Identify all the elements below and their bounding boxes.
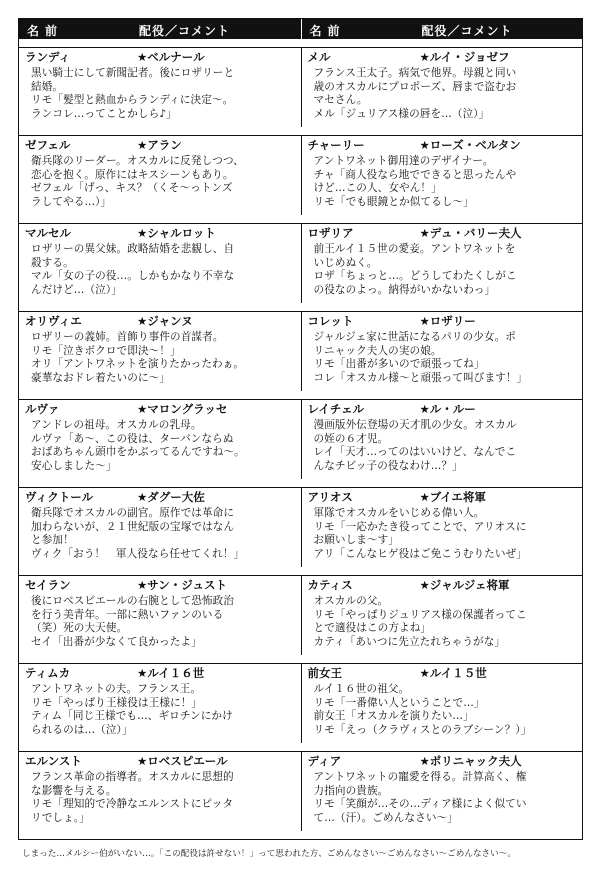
cast-entry-header bbox=[25, 754, 295, 769]
character-name: レイチェル bbox=[307, 402, 365, 416]
cast-entry-left bbox=[19, 751, 301, 831]
character-name: カティス bbox=[307, 578, 353, 592]
character-name: ヴィクトール bbox=[25, 490, 94, 504]
cast-entry-header bbox=[308, 666, 577, 681]
comment-text: 黒い騎士にして新聞記者。後にロザリーと 結婚。 リモ「髪型と熱血からランディに決定〜。 ランコレ…ってことかしら♪」 bbox=[31, 67, 235, 120]
cast-entry-right bbox=[301, 135, 583, 215]
footer-note: しまった…メルシー伯がいない…。「この配役は許せない！」って思われた方、ごめんなさい〜ごめんなさい〜ごめんなさい〜。 bbox=[22, 849, 516, 859]
cast-entry-header bbox=[25, 402, 295, 417]
cast-entry-header bbox=[308, 578, 577, 593]
cast-entry-left bbox=[19, 663, 301, 743]
character-name: オリヴィエ bbox=[25, 314, 82, 328]
assigned-role: ★ル・ルー bbox=[419, 402, 476, 416]
header-name-label: 名前 bbox=[309, 24, 346, 38]
assigned-role: ★シャルロット bbox=[137, 226, 216, 240]
table-header-left bbox=[19, 19, 301, 39]
comment-text: アンドレの祖母。オスカルの乳母。 ルヴァ「あ〜、この役は、ターバンならぬ おばあちゃん頭巾をかぶってるんですね〜。 安心しました〜」 bbox=[31, 419, 245, 472]
assigned-role: ★マロングラッセ bbox=[137, 402, 228, 416]
character-name: コレット bbox=[307, 314, 354, 328]
comment-text: 後にロベスピエールの右腕として恐怖政治 を行う美青年。一部に熱いファンのいる （笑）死の大天使。 セイ「出番が少なくて良かったよ」 bbox=[31, 595, 234, 648]
comment-text: 軍隊でオスカルをいじめる偉い人。 リモ「一応かたき役ってことで、アリオスに お願いしま〜す」 アリ「こんなヒゲ役はご免こうむりたいぜ」 bbox=[313, 507, 527, 560]
assigned-role: ★ロザリー bbox=[419, 314, 476, 328]
cast-entry-right bbox=[301, 487, 583, 567]
character-name: エルンスト bbox=[25, 754, 82, 768]
character-name: アリオス bbox=[307, 490, 353, 504]
cast-entry-right bbox=[301, 663, 583, 743]
character-name: ティムカ bbox=[25, 666, 71, 680]
cast-entry-right bbox=[301, 399, 583, 479]
cast-entry-header bbox=[308, 402, 577, 417]
comment-text: ルイ１６世の祖父。 リモ「一番偉い人ということで…」 前女王「オスカルを演りたい…」 リモ「えっ（クラヴィスとのラブシーン？）」 bbox=[313, 683, 532, 736]
character-name: ディア bbox=[307, 754, 342, 768]
cast-entry-header bbox=[308, 138, 577, 153]
table-header-right bbox=[301, 19, 583, 39]
cast-entry-header bbox=[308, 490, 577, 505]
assigned-role: ★ダグー大佐 bbox=[137, 490, 205, 504]
cast-entry-left bbox=[19, 223, 301, 303]
cast-entry-left bbox=[19, 399, 301, 479]
cast-entry-header bbox=[308, 226, 577, 241]
comment-text: アントワネットの夫。フランス王。 リモ「やっぱり王様役は王様に！」 ティム「同じ王様でも…、ギロチンにかけ られるのは…（泣）」 bbox=[31, 683, 233, 736]
header-name-label: 名前 bbox=[27, 24, 64, 38]
assigned-role: ★ルイ・ジョゼフ bbox=[419, 50, 510, 64]
cast-entry-header bbox=[308, 50, 577, 65]
comment-text: アントワネットの寵愛を得る。計算高く、権 力指向の貴族。 リモ「笑顔が…その…ディア様によく似てい て…（汗）。ごめんなさい〜」 bbox=[313, 771, 527, 824]
cast-entry-header bbox=[25, 666, 295, 681]
character-name: ゼフェル bbox=[25, 138, 71, 152]
cast-entry-left bbox=[19, 575, 301, 655]
cast-entry-header bbox=[25, 50, 295, 65]
comment-text: 衛兵隊のリーダー。オスカルに反発しつつ、 恋心を抱く。原作にはキスシーンもあり。 ゼフェル「げっ、キス？（くそ〜っトンズ ラしてやる…）」 bbox=[31, 155, 244, 208]
comment-text: ロザリーの異父妹。政略結婚を悲観し、自 殺する。 マル「女の子の役…。しかもかなり不幸な んだけど…（泣）」 bbox=[31, 243, 235, 296]
cast-entry-left bbox=[19, 311, 301, 391]
assigned-role: ★ルイ１５世 bbox=[419, 666, 487, 680]
cast-entry-header bbox=[25, 578, 295, 593]
assigned-role: ★ルイ１６世 bbox=[137, 666, 205, 680]
cast-entry-header bbox=[25, 314, 295, 329]
assigned-role: ★アラン bbox=[137, 138, 182, 152]
comment-text: ロザリーの義姉。首飾り事件の首謀者。 リモ「泣きボクロで即決〜！」 オリ「アントワネットを演りたかったわぁ。 豪華なおドレ着たいのに〜」 bbox=[31, 331, 245, 384]
assigned-role: ★ジャンヌ bbox=[137, 314, 193, 328]
character-name: ランディ bbox=[25, 50, 71, 64]
assigned-role: ★サン・ジュスト bbox=[137, 578, 228, 592]
cast-entry-header bbox=[25, 490, 295, 505]
character-name: ロザリア bbox=[307, 226, 354, 240]
header-role-label: 配役／コメント bbox=[421, 24, 513, 38]
character-name: セイラン bbox=[25, 578, 71, 592]
comment-text: フランス王太子。病気で他界。母親と同い 歳のオスカルにプロポーズ、唇まで盗むお マセさん。 メル「ジュリアス様の唇を…（泣）」 bbox=[313, 67, 517, 120]
assigned-role: ★デュ・バリー夫人 bbox=[419, 226, 522, 240]
comment-text: 衛兵隊でオスカルの副官。原作では革命に 加わらないが、２１世紀版の宝塚ではなん と参加！ ヴィク「おう！ 軍人役なら任せてくれ！」 bbox=[31, 507, 245, 560]
cast-entry-right bbox=[301, 751, 583, 831]
comment-text: ジャルジェ家に世話になるパリの少女。ポ リニャック夫人の実の娘。 リモ「出番が多いので頑張ってね」 コレ「オスカル様〜と頑張って叫びます！」 bbox=[313, 331, 528, 384]
character-name: ルヴァ bbox=[25, 402, 60, 416]
cast-table bbox=[18, 18, 583, 840]
comment-text: フランス革命の指導者。オスカルに思想的 な影響を与える。 リモ「理知的で冷静なエルンストにピッタ リでしょ。」 bbox=[31, 771, 234, 824]
cast-entry-left bbox=[19, 47, 301, 127]
comment-text: アントワネット御用達のデザイナー。 チャ「商人役なら地でできると思ったんや けど…この人、女やん！」 リモ「でも眼鏡とか似てるし〜」 bbox=[313, 155, 517, 208]
cast-entry-right bbox=[301, 575, 583, 655]
assigned-role: ★ジャルジェ将軍 bbox=[419, 578, 510, 592]
cast-entry-left bbox=[19, 487, 301, 567]
cast-entry-left bbox=[19, 135, 301, 215]
assigned-role: ★ベルナール bbox=[137, 50, 205, 64]
character-name: マルセル bbox=[25, 226, 71, 240]
character-name: 前女王 bbox=[307, 666, 342, 680]
comment-text: 漫画版外伝登場の天才肌の少女。オスカル の姪の６才児。 レイ「天才…ってのはいいけど、なんでこ んなチビッ子の役なわけ…？」 bbox=[313, 419, 517, 472]
header-role-label: 配役／コメント bbox=[139, 24, 231, 38]
cast-entry-right bbox=[301, 223, 583, 303]
assigned-role: ★ロベスピエール bbox=[137, 754, 228, 768]
cast-entry-header bbox=[308, 314, 577, 329]
cast-entry-header bbox=[25, 226, 295, 241]
cast-entry-header bbox=[25, 138, 295, 153]
assigned-role: ★ブイエ将軍 bbox=[419, 490, 486, 504]
character-name: チャーリー bbox=[307, 138, 365, 152]
comment-text: オスカルの父。 リモ「やっぱりジュリアス様の保護者ってこ とで適役はこの方よね」 カティ「あいつに先立たれちゃうがな」 bbox=[313, 595, 527, 648]
cast-entry-right bbox=[301, 47, 583, 127]
character-name: メル bbox=[307, 50, 331, 64]
cast-entry-header bbox=[308, 754, 577, 769]
assigned-role: ★ポリニャック夫人 bbox=[419, 754, 522, 768]
assigned-role: ★ローズ・ベルタン bbox=[419, 138, 521, 152]
cast-entry-right bbox=[301, 311, 583, 391]
comment-text: 前王ルイ１５世の愛妾。アントワネットを いじめぬく。 ロザ「ちょっと…。どうしてわたくしがこ の役なのよっ。納得がいかないわっ」 bbox=[313, 243, 517, 296]
